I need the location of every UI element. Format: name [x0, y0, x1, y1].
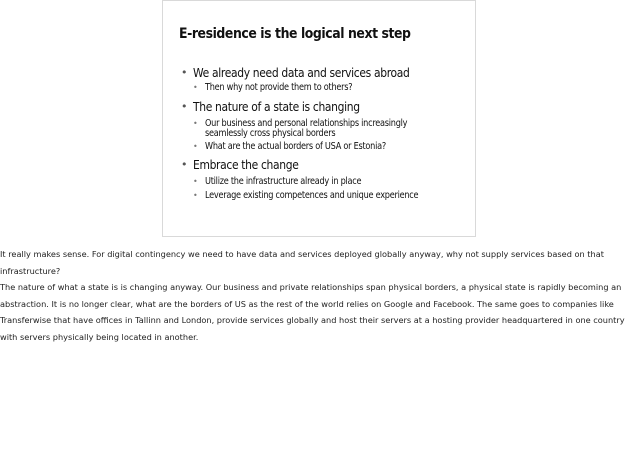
- slide: [162, 0, 476, 237]
- bullet-level1: • The nature of a state is changing: [181, 99, 473, 115]
- slide-title: E-residence is the logical next step: [179, 26, 411, 42]
- bullet-level1: • Embrace the change: [181, 157, 473, 173]
- speaker-notes: [0, 246, 630, 345]
- notes-paragraph: The nature of what a state is is changing anyway. Our business and private relationships span physical borders, a physical state is rapidly becoming an abstraction. It is no longer clear, what are the borders of US as the rest of the world relies on Google and Facebook. The same goes to companies like Transferwise that have offices in Tallinn and London, provide services globally and host their servers at a hosting provider headquartered in one country with servers physically being located in another.: [0, 282, 625, 342]
- notes-paragraph: It really makes sense. For digital contingency we need to have data and services deployed globally anyway, why not supply services based on that infrastructure?: [0, 249, 604, 276]
- bullet-level2: • Utilize the infrastructure already in place: [181, 177, 473, 188]
- bullet-level1: • We already need data and services abroad: [181, 65, 473, 81]
- bullet-level2: • Then why not provide them to others?: [181, 83, 473, 94]
- bullet-level2: • Our business and personal relationships increasingly seamlessly cross physical borders: [181, 119, 473, 140]
- bullet-list: [181, 65, 473, 201]
- bullet-level2: • Leverage existing competences and unique experience: [181, 191, 473, 202]
- bullet-level2: • What are the actual borders of USA or Estonia?: [181, 142, 473, 153]
